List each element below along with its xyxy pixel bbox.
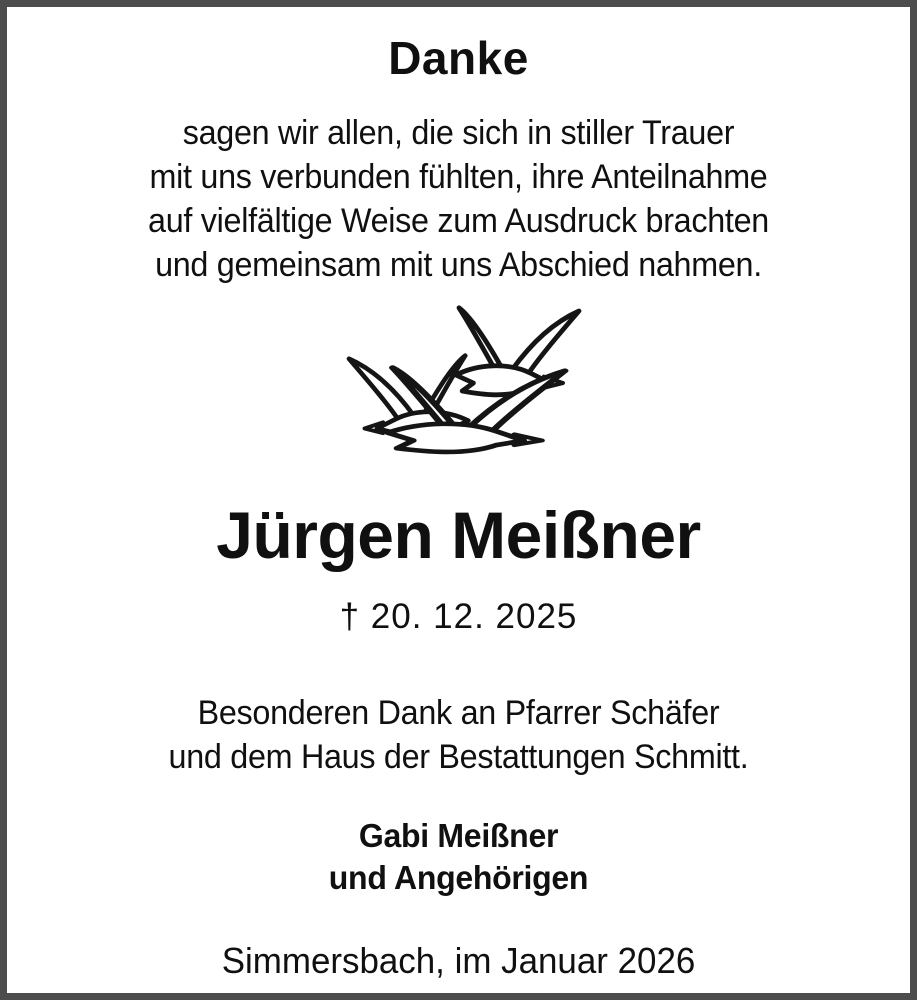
three-flying-birds-icon bbox=[323, 299, 595, 467]
intro-line: und gemeinsam mit uns Abschied nahmen. bbox=[155, 246, 762, 284]
intro-paragraph bbox=[30, 111, 888, 287]
death-date: † 20. 12. 2025 bbox=[339, 597, 578, 636]
thanks-line: Besonderen Dank an Pfarrer Schäfer bbox=[197, 694, 720, 732]
notice-title: Danke bbox=[388, 32, 529, 84]
thanks-line: und dem Haus der Bestattungen Schmitt. bbox=[168, 738, 749, 776]
intro-line: sagen wir allen, die sich in stiller Trauer bbox=[182, 114, 735, 152]
place-and-date-line: Simmersbach, im Januar 2026 bbox=[221, 940, 696, 981]
intro-line: auf vielfältige Weise zum Ausdruck brachten bbox=[148, 202, 769, 240]
thanks-paragraph bbox=[30, 691, 888, 779]
mourner-line: und Angehörigen bbox=[328, 859, 589, 896]
deceased-name: Jürgen Meißner bbox=[216, 498, 701, 572]
intro-line: mit uns verbunden fühlten, ihre Anteilnahme bbox=[149, 158, 768, 196]
mourner-line: Gabi Meißner bbox=[358, 817, 559, 854]
mourners-signature bbox=[21, 815, 897, 899]
